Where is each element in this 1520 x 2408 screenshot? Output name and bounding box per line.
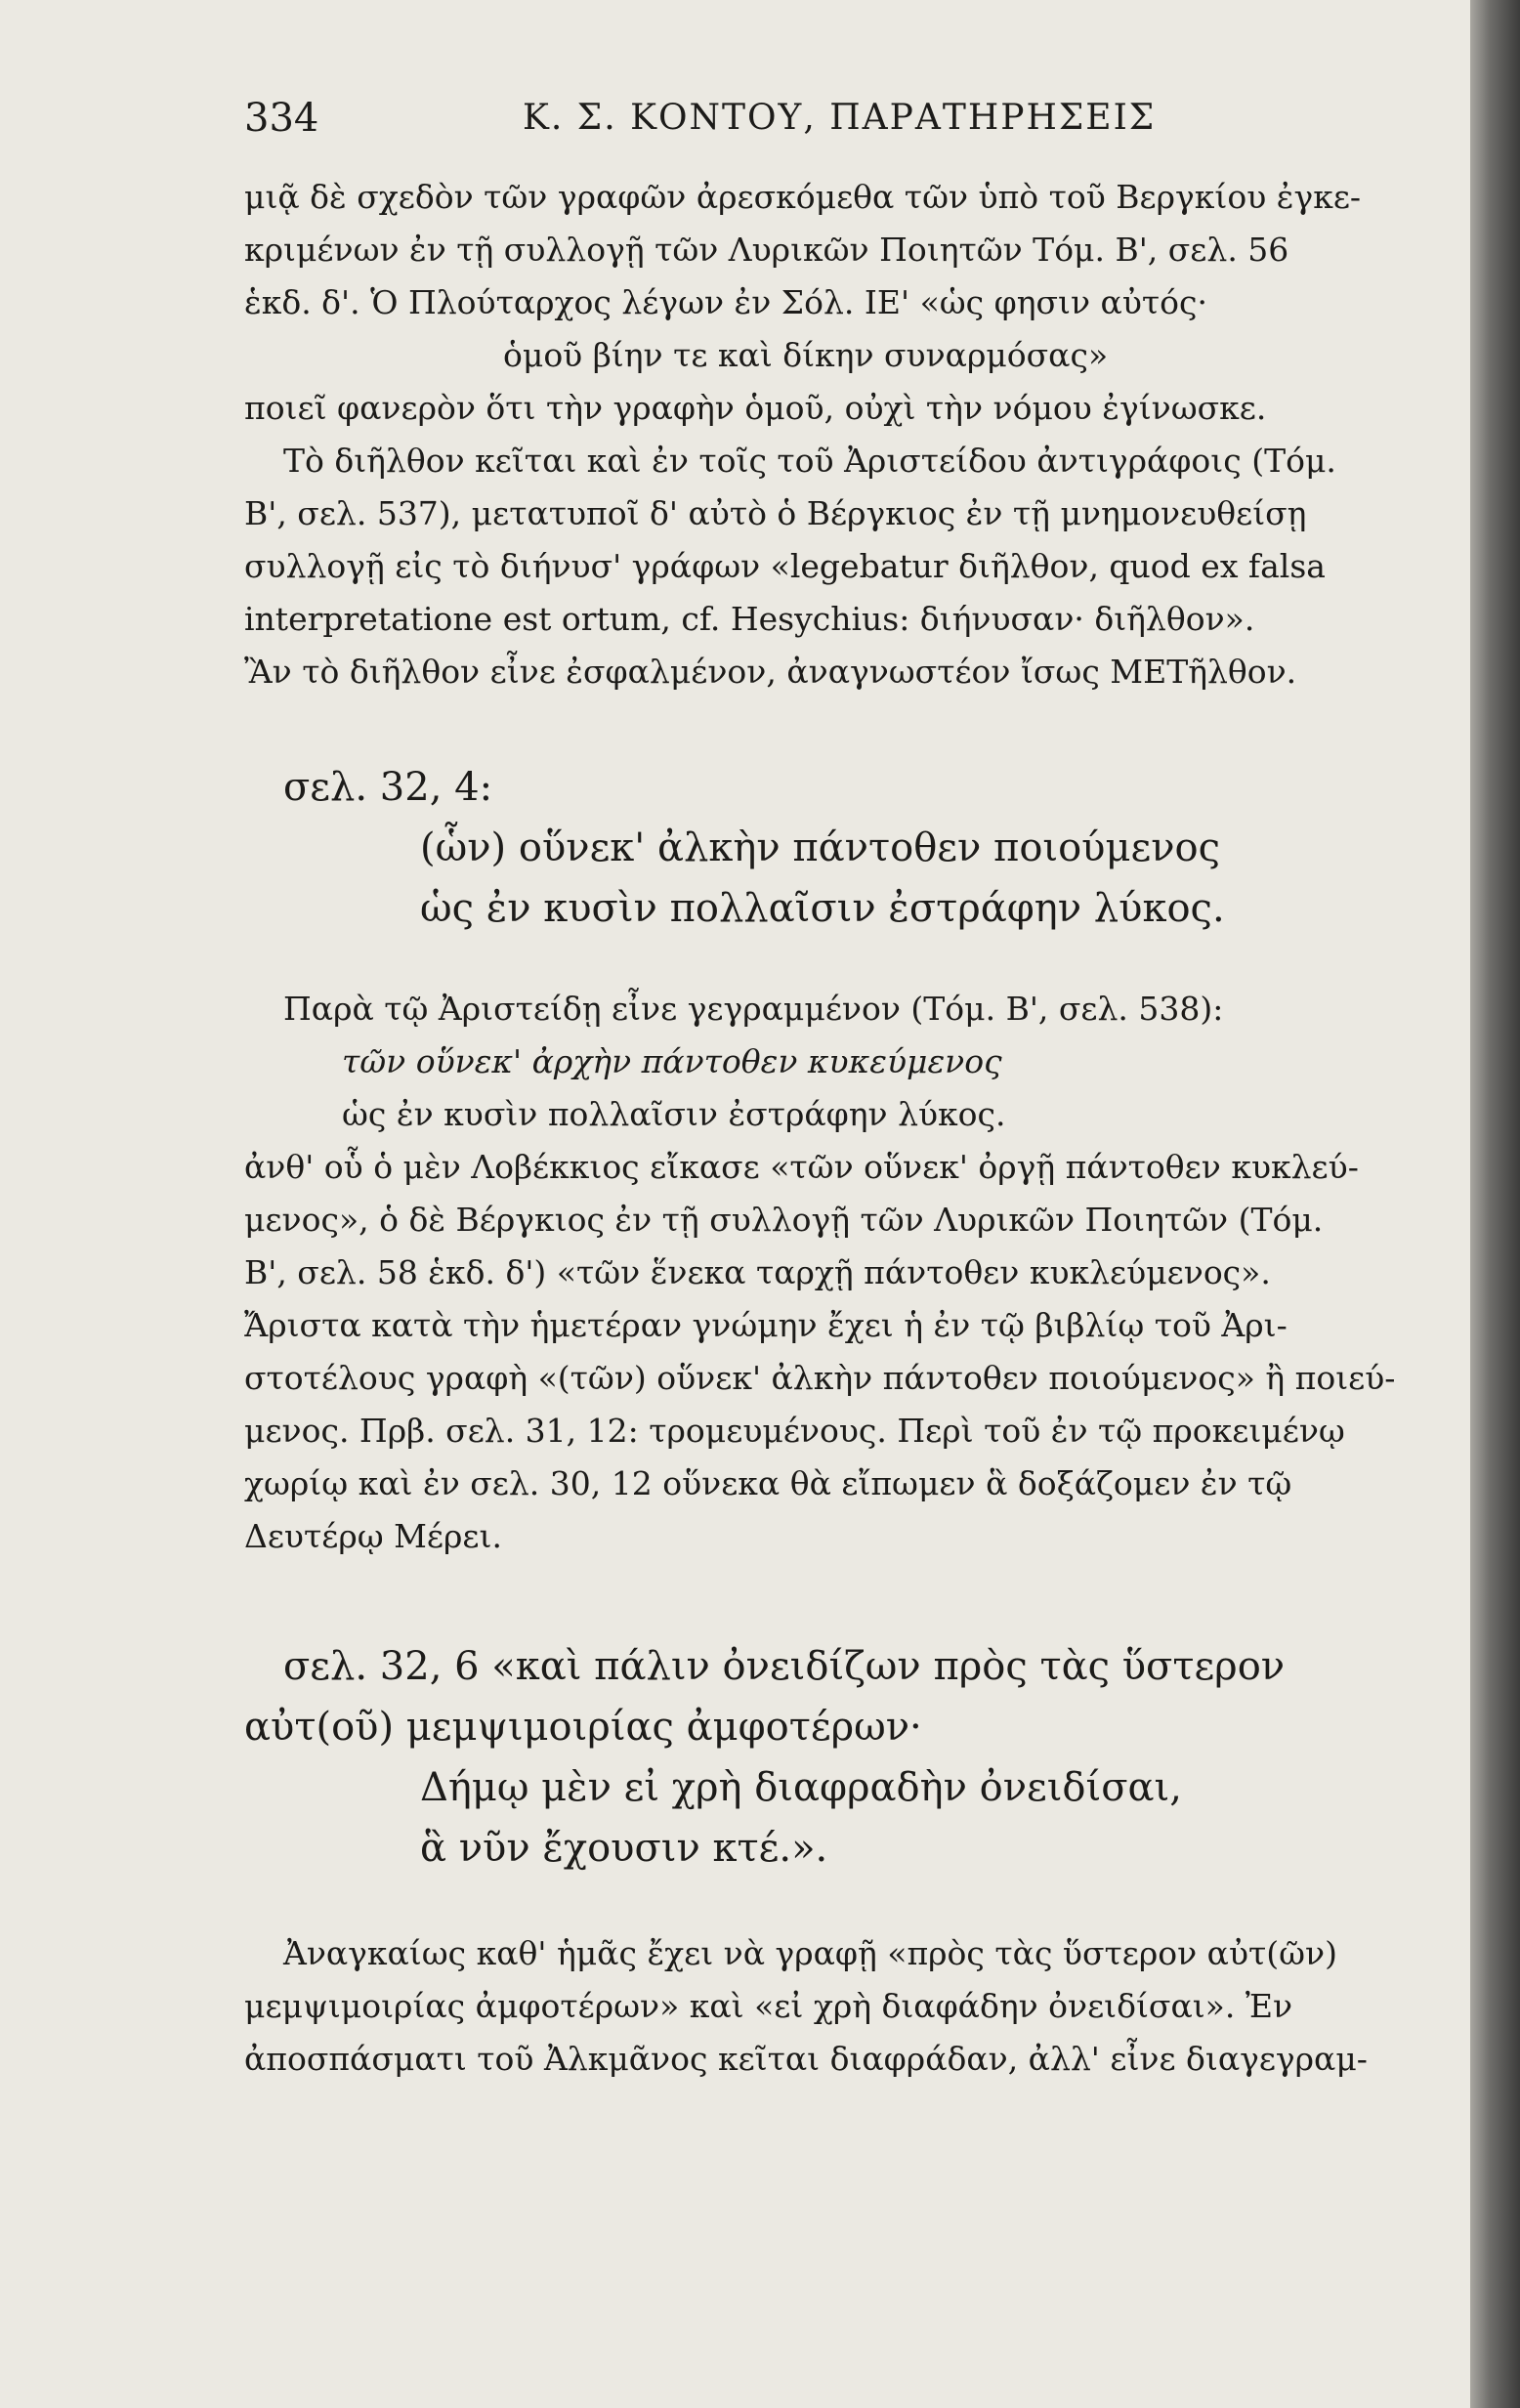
text-line: Ἀναγκαίως καθ' ἡμᾶς ἔχει νὰ γραφῇ «πρὸς τὰς ὕστερον αὐτ(ῶν) (283, 1934, 1337, 1972)
verse-line: ὡς ἐν κυσὶν πολλαῖσιν ἐστράφην λύκος. (342, 1095, 1006, 1133)
text-line: Β', σελ. 58 ἑκδ. δ') «τῶν ἕνεκα ταρχῇ πάντοθεν κυκλεύμενος». (244, 1253, 1271, 1291)
verse-line: αὐτ(οῦ) μεμψιμοιρίας ἀμφοτέρων· (244, 1705, 922, 1750)
text-line: ποιεῖ φανερὸν ὅτι τὴν γραφὴν ὁμοῦ, οὐχὶ τὴν νόμου ἐγίνωσκε. (244, 389, 1267, 427)
verse-line: (ὧν) οὕνεκ' ἀλκὴν πάντοθεν ποιούμενος (420, 825, 1221, 870)
page-binding-edge (1470, 0, 1520, 2408)
verse-line: τῶν οὕνεκ' ἀρχὴν πάντοθεν κυκεύμενος (342, 1042, 1002, 1080)
text-line: μενος», ὁ δὲ Βέργκιος ἐν τῇ συλλογῇ τῶν Λυρικῶν Ποιητῶν (Τόμ. (244, 1201, 1324, 1239)
text-line: Ἄριστα κατὰ τὴν ἡμετέραν γνώμην ἔχει ἡ ἐν τῷ βιβλίῳ τοῦ Ἀρι- (244, 1306, 1288, 1344)
text-line: Δευτέρῳ Μέρει. (244, 1517, 502, 1555)
text-line: interpretatione est ortum, cf. Hesychius: διήνυσαν· διῆλθον». (244, 600, 1255, 638)
text-line: μεμψιμοιρίας ἀμφοτέρων» καὶ «εἰ χρὴ διαφάδην ὀνειδίσαι». Ἐν (244, 1987, 1293, 2025)
text-line: ἀποσπάσματι τοῦ Ἀλκμᾶνος κεῖται διαφράδαν, ἀλλ' εἶνε διαγεγραμ- (244, 2040, 1368, 2078)
section-ref: σελ. 32, 6 «καὶ πάλιν ὀνειδίζων πρὸς τὰς ὕστερον (283, 1644, 1286, 1689)
page-body (244, 171, 1412, 2086)
text-line: μενος. Πρβ. σελ. 31, 12: τρομευμένους. Περὶ τοῦ ἐν τῷ προκειμένῳ (244, 1412, 1345, 1450)
page-number: 334 (244, 96, 319, 141)
text-line: Β', σελ. 537), μετατυποῖ δ' αὐτὸ ὁ Βέργκιος ἐν τῇ μνημονευθείσῃ (244, 494, 1307, 532)
verse-line: Δήμῳ μὲν εἰ χρὴ διαφραδὴν ὀνειδίσαι, (420, 1765, 1182, 1810)
spacer (244, 1563, 1412, 1636)
quoted-verse: ὁμοῦ βίην τε καὶ δίκην συναρμόσας» (503, 336, 1109, 374)
text-line: Τὸ διῆλθον κεῖται καὶ ἐν τοῖς τοῦ Ἀριστείδου ἀντιγράφοις (Τόμ. (283, 442, 1336, 480)
spacer (244, 939, 1412, 983)
text-line: κριμένων ἐν τῇ συλλογῇ τῶν Λυρικῶν Ποιητῶν Τόμ. Β', σελ. 56 (244, 231, 1289, 269)
section-ref: σελ. 32, 4: (283, 765, 493, 810)
verse-line: ἃ νῦν ἔχουσιν κτέ.». (420, 1826, 828, 1871)
running-head: Κ. Σ. ΚΟΝΤΟΥ, ΠΑΡΑΤΗΡΗΣΕΙΣ (523, 98, 1157, 138)
text-line: μιᾷ δὲ σχεδὸν τῶν γραφῶν ἀρεσκόμεθα τῶν ὑπὸ τοῦ Βεργκίου ἐγκε- (244, 178, 1362, 216)
text-line: στοτέλους γραφὴ «(τῶν) οὕνεκ' ἀλκὴν πάντοθεν ποιούμενος» ἢ ποιεύ- (244, 1359, 1396, 1397)
page-header (244, 96, 1416, 145)
spacer (244, 698, 1412, 757)
text-line: Ἂν τὸ διῆλθον εἶνε ἐσφαλμένον, ἀναγνωστέον ἴσως ΜΕΤῆλθον. (244, 653, 1297, 691)
text-line: χωρίῳ καὶ ἐν σελ. 30, 12 οὕνεκα θὰ εἴπωμεν ἃ δοξάζομεν ἐν τῷ (244, 1464, 1292, 1502)
text-line: ἑκδ. δ'. Ὁ Πλούταρχος λέγων ἐν Σόλ. ΙΕ' «ὡς φησιν αὐτός· (244, 283, 1207, 321)
text-line: συλλογῇ εἰς τὸ διήνυσ' γράφων «legebatur διῆλθον, quod ex falsa (244, 547, 1326, 585)
text-line: ἀνθ' οὗ ὁ μὲν Λοβέκκιος εἴκασε «τῶν οὕνεκ' ὀργῇ πάντοθεν κυκλεύ- (244, 1148, 1359, 1186)
text-line: Παρὰ τῷ Ἀριστείδῃ εἶνε γεγραμμένον (Τόμ. Β', σελ. 538): (283, 990, 1224, 1028)
spacer (244, 1879, 1412, 1927)
verse-line: ὡς ἐν κυσὶν πολλαῖσιν ἐστράφην λύκος. (420, 886, 1225, 931)
